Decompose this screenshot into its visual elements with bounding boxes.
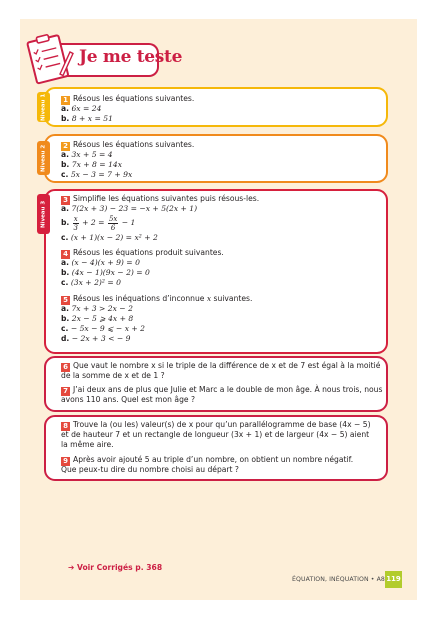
exercise-1-number: 1 xyxy=(61,96,70,105)
exercise-1-b: b. 8 + x = 51 xyxy=(61,114,113,123)
exercise-3-number: 3 xyxy=(61,196,70,205)
chapter-label: ÉQUATION, INÉQUATION • A8 xyxy=(292,576,385,583)
exercise-5-b: b. 2x − 5 ⩾ 4x + 8 xyxy=(61,314,134,323)
exercise-5-c: c. − 5x − 9 ⩽ − x + 2 xyxy=(61,324,145,333)
exercise-1-prompt: 1 Résous les équations suivantes. xyxy=(61,94,194,105)
exercise-4-a: a. (x − 4)(x + 9) = 0 xyxy=(61,258,140,267)
exercise-3-c: c. (x + 1)(x − 2) = x² + 2 xyxy=(61,233,158,242)
exercise-8-number: 8 xyxy=(61,422,70,431)
corrections-link[interactable]: ➔ Voir Corrigés p. 368 xyxy=(68,563,163,572)
exercise-6-number: 6 xyxy=(61,363,70,372)
page-title: Je me teste xyxy=(79,47,183,67)
exercise-3-prompt: 3 Simplifie les équations suivantes puis résous-les. xyxy=(61,194,259,205)
exercise-4-number: 4 xyxy=(61,250,70,259)
exercise-4-c: c. (3x + 2)² = 0 xyxy=(61,278,121,287)
exercise-9-line2: Que peux-tu dire du nombre choisi au départ ? xyxy=(61,465,239,474)
exercise-5-number: 5 xyxy=(61,296,70,305)
fraction-5x-over-6: $\frac{5x}{6}$ xyxy=(108,214,118,232)
exercise-2-prompt: 2 Résous les équations suivantes. xyxy=(61,140,194,151)
exercise-7-line2: avons 110 ans. Quel est mon âge ? xyxy=(61,395,195,404)
level2-tab: Niveau 2 xyxy=(37,141,50,175)
exercise-2-a: a. 3x + 5 = 4 xyxy=(61,150,113,159)
exercise-9-number: 9 xyxy=(61,457,70,466)
exercise-8-line2: et de hauteur 7 et un rectangle de longueur (3x + 1) et de largeur (4x − 5) aient xyxy=(61,430,370,439)
exercise-2-c: c. 5x − 3 = 7 + 9x xyxy=(61,170,133,179)
exercise-1-a: a. 6x = 24 xyxy=(61,104,102,113)
exercise-3-a: a. 7(2x + 3) − 23 = −x + 5(2x + 1) xyxy=(61,204,198,213)
exercise-6-line2: de la somme de x et de 1 ? xyxy=(61,371,165,380)
exercise-5-a: a. 7x + 3 > 2x − 2 xyxy=(61,304,133,313)
page-number: 119 xyxy=(385,571,402,588)
exercise-6-line1: 6 Que vaut le nombre x si le triple de la différence de x et de 7 est égal à la moitié xyxy=(61,361,380,372)
level1-tab: Niveau 1 xyxy=(37,92,50,122)
exercise-4-prompt: 4 Résous les équations produit suivantes. xyxy=(61,248,224,259)
exercise-2-b: b. 7x + 8 = 14x xyxy=(61,160,123,169)
exercise-4-b: b. (4x − 1)(9x − 2) = 0 xyxy=(61,268,150,277)
exercise-9-line1: 9 Après avoir ajouté 5 au triple d’un nombre, on obtient un nombre négatif. xyxy=(61,455,353,466)
exercise-5-d: d. − 2x + 3 < − 9 xyxy=(61,334,131,343)
exercise-5-prompt: 5 Résous les inéquations d’inconnue x suivantes. xyxy=(61,294,252,305)
exercise-7-line1: 7 J’ai deux ans de plus que Julie et Marc a le double de mon âge. À nous trois, nous xyxy=(61,385,382,396)
exercise-7-number: 7 xyxy=(61,387,70,396)
level3-tab: Niveau 3 xyxy=(37,194,50,234)
exercise-8-line1: 8 Trouve la (ou les) valeur(s) de x pour qu’un parallélogramme de base (4x − 5) xyxy=(61,420,371,431)
exercise-8-line3: la même aire. xyxy=(61,440,114,449)
clipboard-check-icon xyxy=(20,30,78,86)
exercise-3-b: b. $\frac{x}{3}$ + 2 = $\frac{5x}{6}$ − 1 xyxy=(61,214,136,232)
exercise-2-number: 2 xyxy=(61,142,70,151)
fraction-x-over-3: $\frac{x}{3}$ xyxy=(73,214,78,232)
